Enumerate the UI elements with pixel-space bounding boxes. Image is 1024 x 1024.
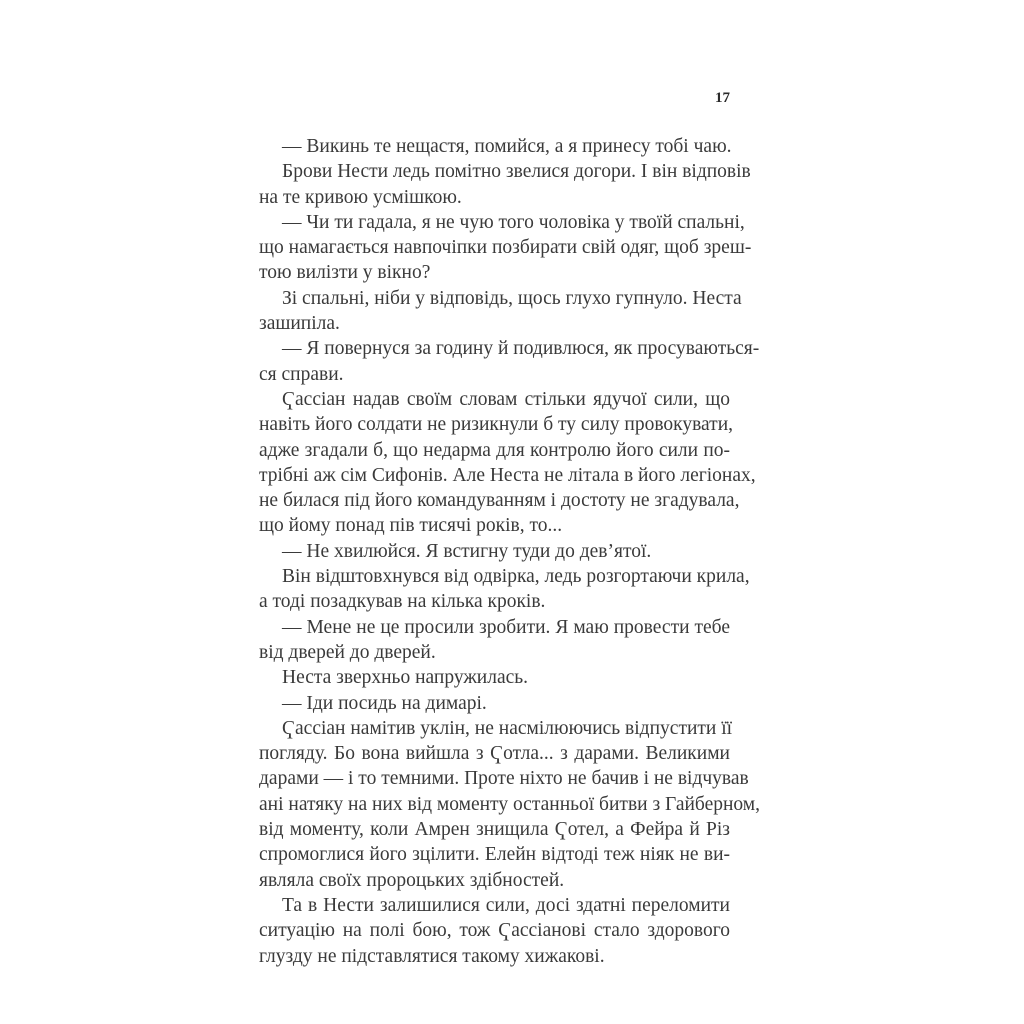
text-line: — Я повернуся за годину й подивлюся, як просуваються- xyxy=(282,338,760,360)
text-line: зашипіла. xyxy=(259,313,340,335)
page-number: 17 xyxy=(715,90,730,106)
text-line: від моменту, коли Амрен знищила Ҁотел, а Фейра й Різ xyxy=(259,819,730,841)
text-line: не билася під його командуванням і достоту не згадувала, xyxy=(259,490,740,512)
text-line: що йому понад пів тисячі років, то... xyxy=(259,515,563,537)
text-line: Ҁассіан намітив уклін, не насмілюючись відпустити її xyxy=(282,717,733,739)
text-line: на те кривою усмішкою. xyxy=(259,186,462,208)
text-line: трібні аж сім Сифонів. Але Неста не літала в його легіонах, xyxy=(259,464,756,486)
text-line: погляду. Бо вона вийшла з Ҁотла... з дарами. Великими xyxy=(259,743,730,765)
text-line: Брови Нести ледь помітно звелися догори. І він відповів xyxy=(282,161,751,183)
text-line: глузду не підставлятися такому хижакові. xyxy=(259,945,605,967)
text-line: ані натяку на них від моменту останньої битви з Гайберном, xyxy=(259,793,761,815)
body-text xyxy=(259,134,761,969)
text-line: від дверей до дверей. xyxy=(259,641,436,663)
text-line: являла своїх пророцьких здібностей. xyxy=(259,869,565,891)
text-line: тою вилізти у вікно? xyxy=(259,262,431,284)
text-line: Та в Нести залишилися сили, досі здатні переломити xyxy=(282,894,730,916)
text-line: а тоді позадкував на кілька кроків. xyxy=(259,591,546,613)
text-line: — Іди посидь на димарі. xyxy=(282,692,487,714)
text-line: ситуацію на полі бою, тож Ҁассіанові стало здорового xyxy=(259,920,730,942)
text-line: Неста зверхньо напружилась. xyxy=(282,667,529,689)
text-line: — Не хвилюйся. Я встигну туди до дев’ятої. xyxy=(282,540,652,562)
text-line: дарами — і то темними. Проте ніхто не бачив і не відчував xyxy=(259,768,749,790)
text-line: що намагається навпочіпки позбирати свій одяг, щоб зреш- xyxy=(259,237,752,259)
text-line: — Викинь те нещастя, помийся, а я принесу тобі чаю. xyxy=(282,136,732,157)
text-line: навіть його солдати не ризикнули б ту силу провокувати, xyxy=(259,414,734,436)
text-line: адже згадали б, що недарма для контролю його сили по- xyxy=(259,439,730,461)
text-line: Він відштовхнувся від одвірка, ледь розгортаючи крила, xyxy=(282,566,750,588)
text-line: Зі спальні, ніби у відповідь, щось глухо гупнуло. Неста xyxy=(282,287,742,309)
text-line: — Мене не це просили зробити. Я маю провести тебе xyxy=(282,616,730,638)
text-line: спромоглися його зцілити. Елейн відтоді теж ніяк не ви- xyxy=(259,844,730,866)
text-line: — Чи ти гадала, я не чую того чоловіка у твоїй спальні, xyxy=(282,211,745,233)
text-line: Ҁассіан надав своїм словам стільки ядучої сили, що xyxy=(282,388,730,410)
text-line: ся справи. xyxy=(259,363,344,385)
